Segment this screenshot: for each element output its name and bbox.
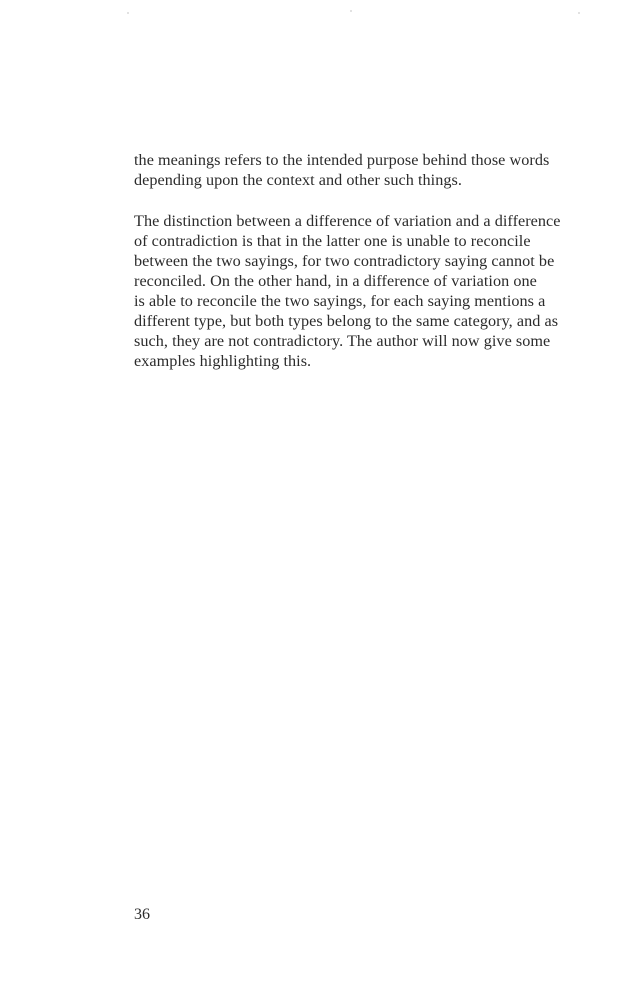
text-line: such, they are not contradictory. The author will now give some — [134, 332, 551, 350]
text-line: depending upon the context and other such things. — [134, 171, 462, 189]
text-line: different type, but both types belong to the same category, and as — [134, 312, 559, 330]
text-line: examples highlighting this. — [134, 352, 312, 370]
page-number: 36 — [134, 906, 150, 923]
paragraph-1 — [134, 150, 550, 190]
text-line: of contradiction is that in the latter one is unable to reconcile — [134, 232, 531, 250]
scan-speck — [578, 12, 580, 14]
scan-speck — [350, 10, 352, 12]
text-line: the meanings refers to the intended purpose behind those words — [134, 151, 550, 169]
paragraph-2 — [134, 211, 561, 371]
text-line: between the two sayings, for two contradictory saying cannot be — [134, 252, 555, 270]
text-line: is able to reconcile the two sayings, for each saying mentions a — [134, 292, 546, 310]
text-line: The distinction between a difference of variation and a difference — [134, 212, 561, 230]
scan-speck — [127, 12, 129, 14]
text-line: reconciled. On the other hand, in a difference of variation one — [134, 272, 537, 290]
